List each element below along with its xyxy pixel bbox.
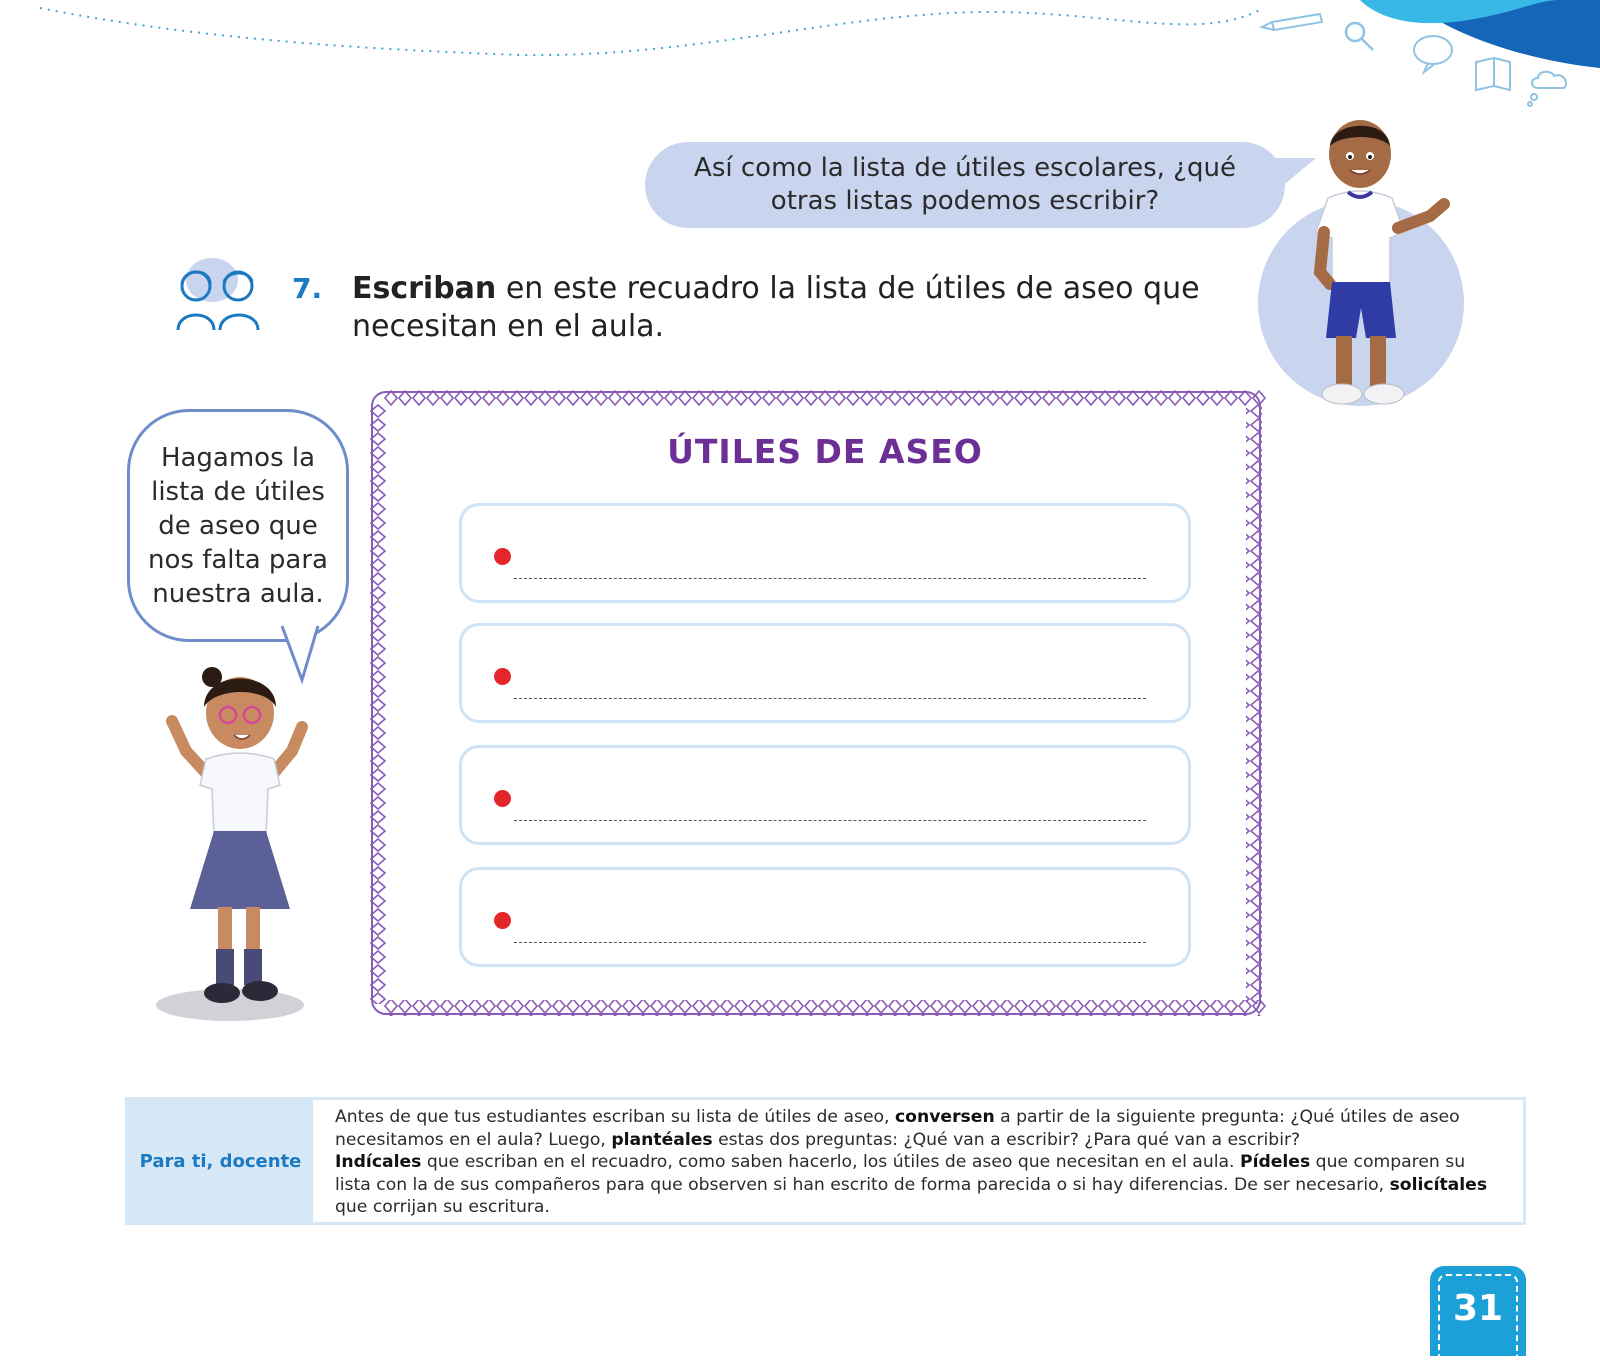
write-line-2[interactable] [514, 698, 1146, 699]
note-bold: conversen [894, 1107, 995, 1127]
girl-bubble-line-3: de aseo que [158, 510, 318, 541]
list-item-box-1 [459, 503, 1191, 603]
bullet-icon [494, 912, 511, 929]
instruction-text [352, 270, 1212, 346]
bullet-icon [494, 668, 511, 685]
list-title: ÚTILES DE ASEO [667, 432, 983, 471]
question-speech-bubble [645, 142, 1285, 228]
list-item-box-2 [459, 623, 1191, 723]
page-number: 31 [1452, 1288, 1504, 1329]
instruction-line-1: en este recuadro la lista de útiles de aseo que [496, 271, 1200, 306]
teacher-note-label: Para ti, docente [128, 1100, 313, 1222]
note-text: que corrijan su escritura. [335, 1197, 550, 1217]
note-text: a partir de la siguiente pregunta: ¿Qué útiles de aseo necesitamos en el aula? Luego, [335, 1107, 1460, 1150]
note-bold: plantéales [611, 1129, 713, 1150]
note-text: que comparen su lista con la de sus compañeros para que observen si han escrito de forma parecida o si hay diferencias. De ser necesario, [335, 1152, 1466, 1195]
book-icon [1476, 58, 1510, 90]
girl-bubble-line-4: nos falta para [148, 544, 328, 575]
exercise-number: 7. [292, 272, 323, 305]
question-line-1: Así como la lista de útiles escolares, ¿qué [694, 153, 1236, 183]
girl-bubble-line-1: Hagamos la [160, 442, 316, 473]
magnifier-icon [1346, 23, 1373, 50]
list-item-box-3 [459, 745, 1191, 845]
note-text: que escriban en el recuadro, como saben hacerlo, los útiles de aseo que necesitan en el aula. [421, 1152, 1240, 1172]
girl-bubble-line-5: nuestra aula. [152, 578, 324, 609]
teacher-note [125, 1097, 1526, 1225]
note-bold: solicítales [1389, 1174, 1488, 1195]
teacher-note-body [335, 1106, 1505, 1219]
pencil-icon [1262, 14, 1322, 30]
boy-illustration [1270, 112, 1470, 422]
note-bold: Indícales [335, 1152, 422, 1172]
note-bold: Pídeles [1239, 1152, 1311, 1172]
write-line-1[interactable] [514, 578, 1146, 579]
instruction-line-2: necesitan en el aula. [352, 309, 665, 344]
girl-bubble-line-2: lista de útiles [151, 476, 325, 507]
top-decoration [0, 0, 1600, 120]
speech-icon [1414, 36, 1452, 72]
pair-students-icon [172, 258, 268, 334]
write-line-3[interactable] [514, 820, 1146, 821]
instruction-verb: Escriban [352, 271, 497, 306]
note-text: estas dos preguntas: ¿Qué van a escribir? ¿Para qué van a escribir? [712, 1129, 1301, 1150]
girl-illustration [150, 655, 330, 1035]
question-line-2: otras listas podemos escribir? [770, 186, 1160, 216]
girl-speech-bubble [127, 409, 349, 642]
write-line-4[interactable] [514, 942, 1146, 943]
page-number-tab [1430, 1266, 1526, 1356]
list-item-box-4 [459, 867, 1191, 967]
thought-cloud-icon [1528, 72, 1566, 106]
bullet-icon [494, 548, 511, 565]
note-text: Antes de que tus estudiantes escriban su lista de útiles de aseo, [335, 1107, 895, 1127]
bullet-icon [494, 790, 511, 807]
